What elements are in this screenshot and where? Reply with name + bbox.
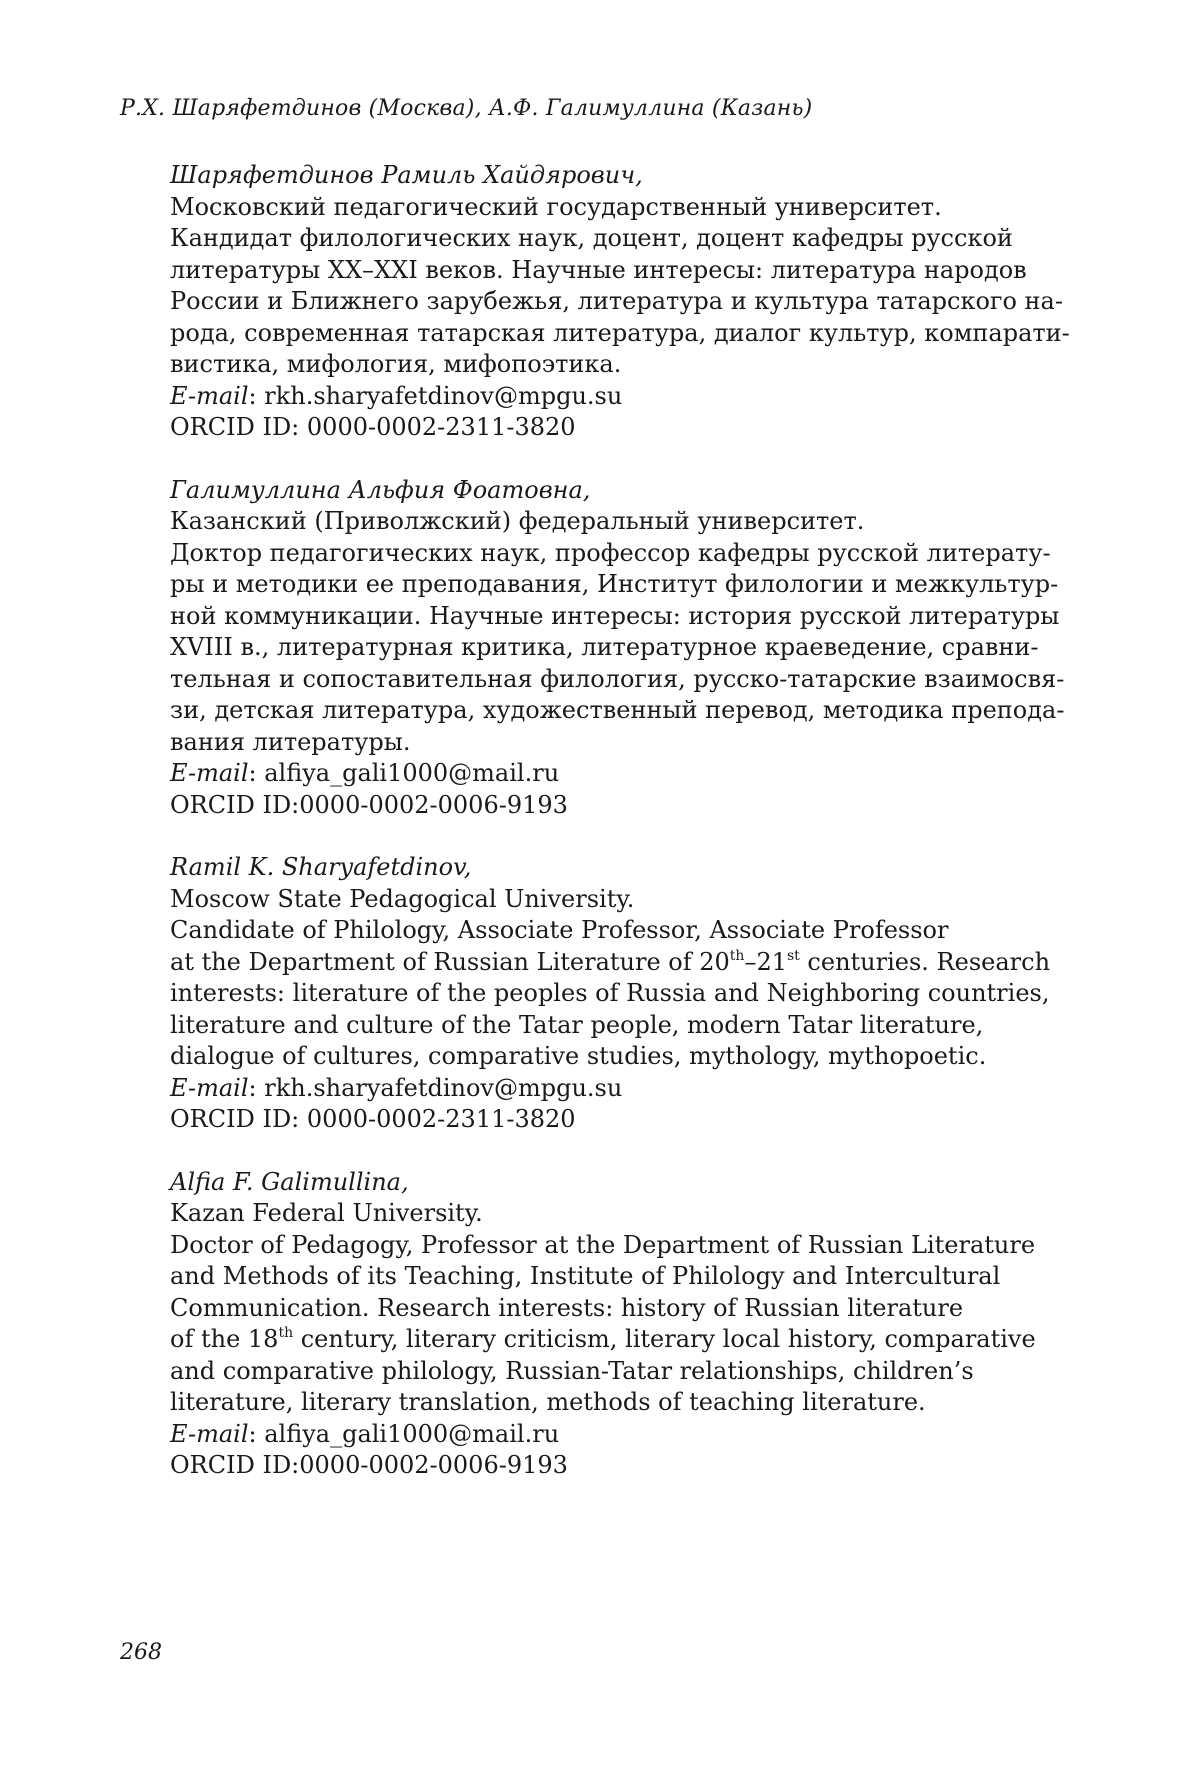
text: –21	[744, 947, 787, 976]
bio-line: Кандидат филологических наук, доцент, доцент кафедры русской	[170, 224, 1013, 252]
bio-line: and comparative philology, Russian-Tatar relationships, children’s	[170, 1356, 974, 1385]
bio-line: России и Ближнего зарубежья, литература и культура татарского на-	[170, 287, 1063, 315]
bio-line: Communication. Research interests: history of Russian literature	[170, 1293, 964, 1322]
text: of the 18	[170, 1325, 279, 1353]
orcid-line: ORCID ID:0000-0002-0006-9193	[170, 1451, 568, 1479]
email-address: : rkh.sharyafetdinov@mpgu.su	[248, 381, 623, 410]
bio-line: interests: literature of the peoples of Russia and Neighboring countries,	[170, 979, 1050, 1007]
text: centuries. Research	[799, 947, 1051, 976]
email-address: : rkh.sharyafetdinov@mpgu.su	[248, 1073, 623, 1102]
bio-line: Doctor of Pedagogy, Professor at the Department of Russian Literature	[170, 1230, 1036, 1259]
bio-line: literature and culture of the Tatar people, modern Tatar literature,	[170, 1010, 984, 1039]
author-name: Галимуллина Альфия Фоатовна,	[170, 475, 591, 504]
text: at the Department of Russian Literature of 20	[170, 947, 730, 976]
page-number: 268	[120, 1640, 162, 1665]
orcid-line: ORCID ID:0000-0002-0006-9193	[170, 790, 568, 819]
author-info	[170, 160, 1080, 1513]
bio-line: рода, современная татарская литература, диалог культур, компарати-	[170, 318, 1070, 347]
bio-line: ной коммуникации. Научные интересы: история русской литературы	[170, 601, 1060, 630]
author-name: Ramil K. Sharyafetdinov,	[170, 853, 472, 881]
bio-line-with-superscripts	[170, 947, 1080, 979]
affiliation-line: Kazan Federal University.	[170, 1199, 483, 1227]
orcid-line: ORCID ID: 0000-0002-2311-3820	[170, 1105, 576, 1133]
bio-line: вистика, мифология, мифопоэтика.	[170, 350, 622, 378]
bio-line: literature, literary translation, methods of teaching literature.	[170, 1388, 926, 1416]
email-line	[170, 758, 1080, 790]
bio-line: Доктор педагогических наук, профессор кафедры русской литерату-	[170, 538, 1051, 567]
email-line	[170, 381, 1080, 413]
author-name: Alfia F. Galimullina,	[170, 1167, 409, 1196]
author-block-galimullina-en	[170, 1167, 1080, 1482]
author-block-sharyafetdinov-en	[170, 852, 1080, 1136]
affiliation-line: Московский педагогический государственный университет.	[170, 192, 942, 221]
running-head: Р.Х. Шаряфетдинов (Москва), А.Ф. Галимуллина (Казань)	[120, 96, 813, 121]
email-label: E-mail	[170, 1073, 249, 1102]
email-label: E-mail	[170, 1419, 249, 1448]
bio-line-with-superscripts	[170, 1324, 1080, 1356]
bio-line: литературы XX–XXI веков. Научные интересы: литература народов	[170, 255, 1027, 284]
bio-line: тельная и сопоставительная филология, русско-татарские взаимосвя-	[170, 664, 1065, 693]
author-block-sharyafetdinov-ru	[170, 160, 1080, 444]
bio-line: and Methods of its Teaching, Institute of Philology and Intercultural	[170, 1262, 1001, 1290]
email-line	[170, 1419, 1080, 1451]
superscript: th	[278, 1325, 294, 1341]
orcid-line: ORCID ID: 0000-0002-2311-3820	[170, 413, 576, 441]
superscript: th	[729, 947, 745, 964]
author-name: Шаряфетдинов Рамиль Хайдярович,	[170, 161, 643, 189]
author-block-galimullina-ru	[170, 475, 1080, 822]
bio-line: dialogue of cultures, comparative studies, mythology, mythopoetic.	[170, 1042, 987, 1070]
email-label: E-mail	[170, 759, 249, 787]
text: century, literary criticism, literary local history, comparative	[293, 1325, 1036, 1353]
superscript: st	[786, 947, 800, 964]
affiliation-line: Moscow State Pedagogical University.	[170, 884, 635, 913]
affiliation-line: Казанский (Приволжский) федеральный университет.	[170, 507, 865, 535]
email-label: E-mail	[170, 381, 249, 410]
bio-line: XVIII в., литературная критика, литературное краеведение, сравни-	[170, 633, 1039, 661]
email-address: : alfiya_gali1000@mail.ru	[248, 759, 560, 787]
email-line	[170, 1073, 1080, 1105]
email-address: : alfiya_gali1000@mail.ru	[248, 1419, 560, 1448]
bio-line: Candidate of Philology, Associate Professor, Associate Professor	[170, 916, 949, 944]
bio-line: зи, детская литература, художественный перевод, методика препода-	[170, 696, 1065, 724]
bio-line: ры и методики ее преподавания, Институт филологии и межкультур-	[170, 570, 1059, 598]
bio-line: вания литературы.	[170, 727, 411, 756]
